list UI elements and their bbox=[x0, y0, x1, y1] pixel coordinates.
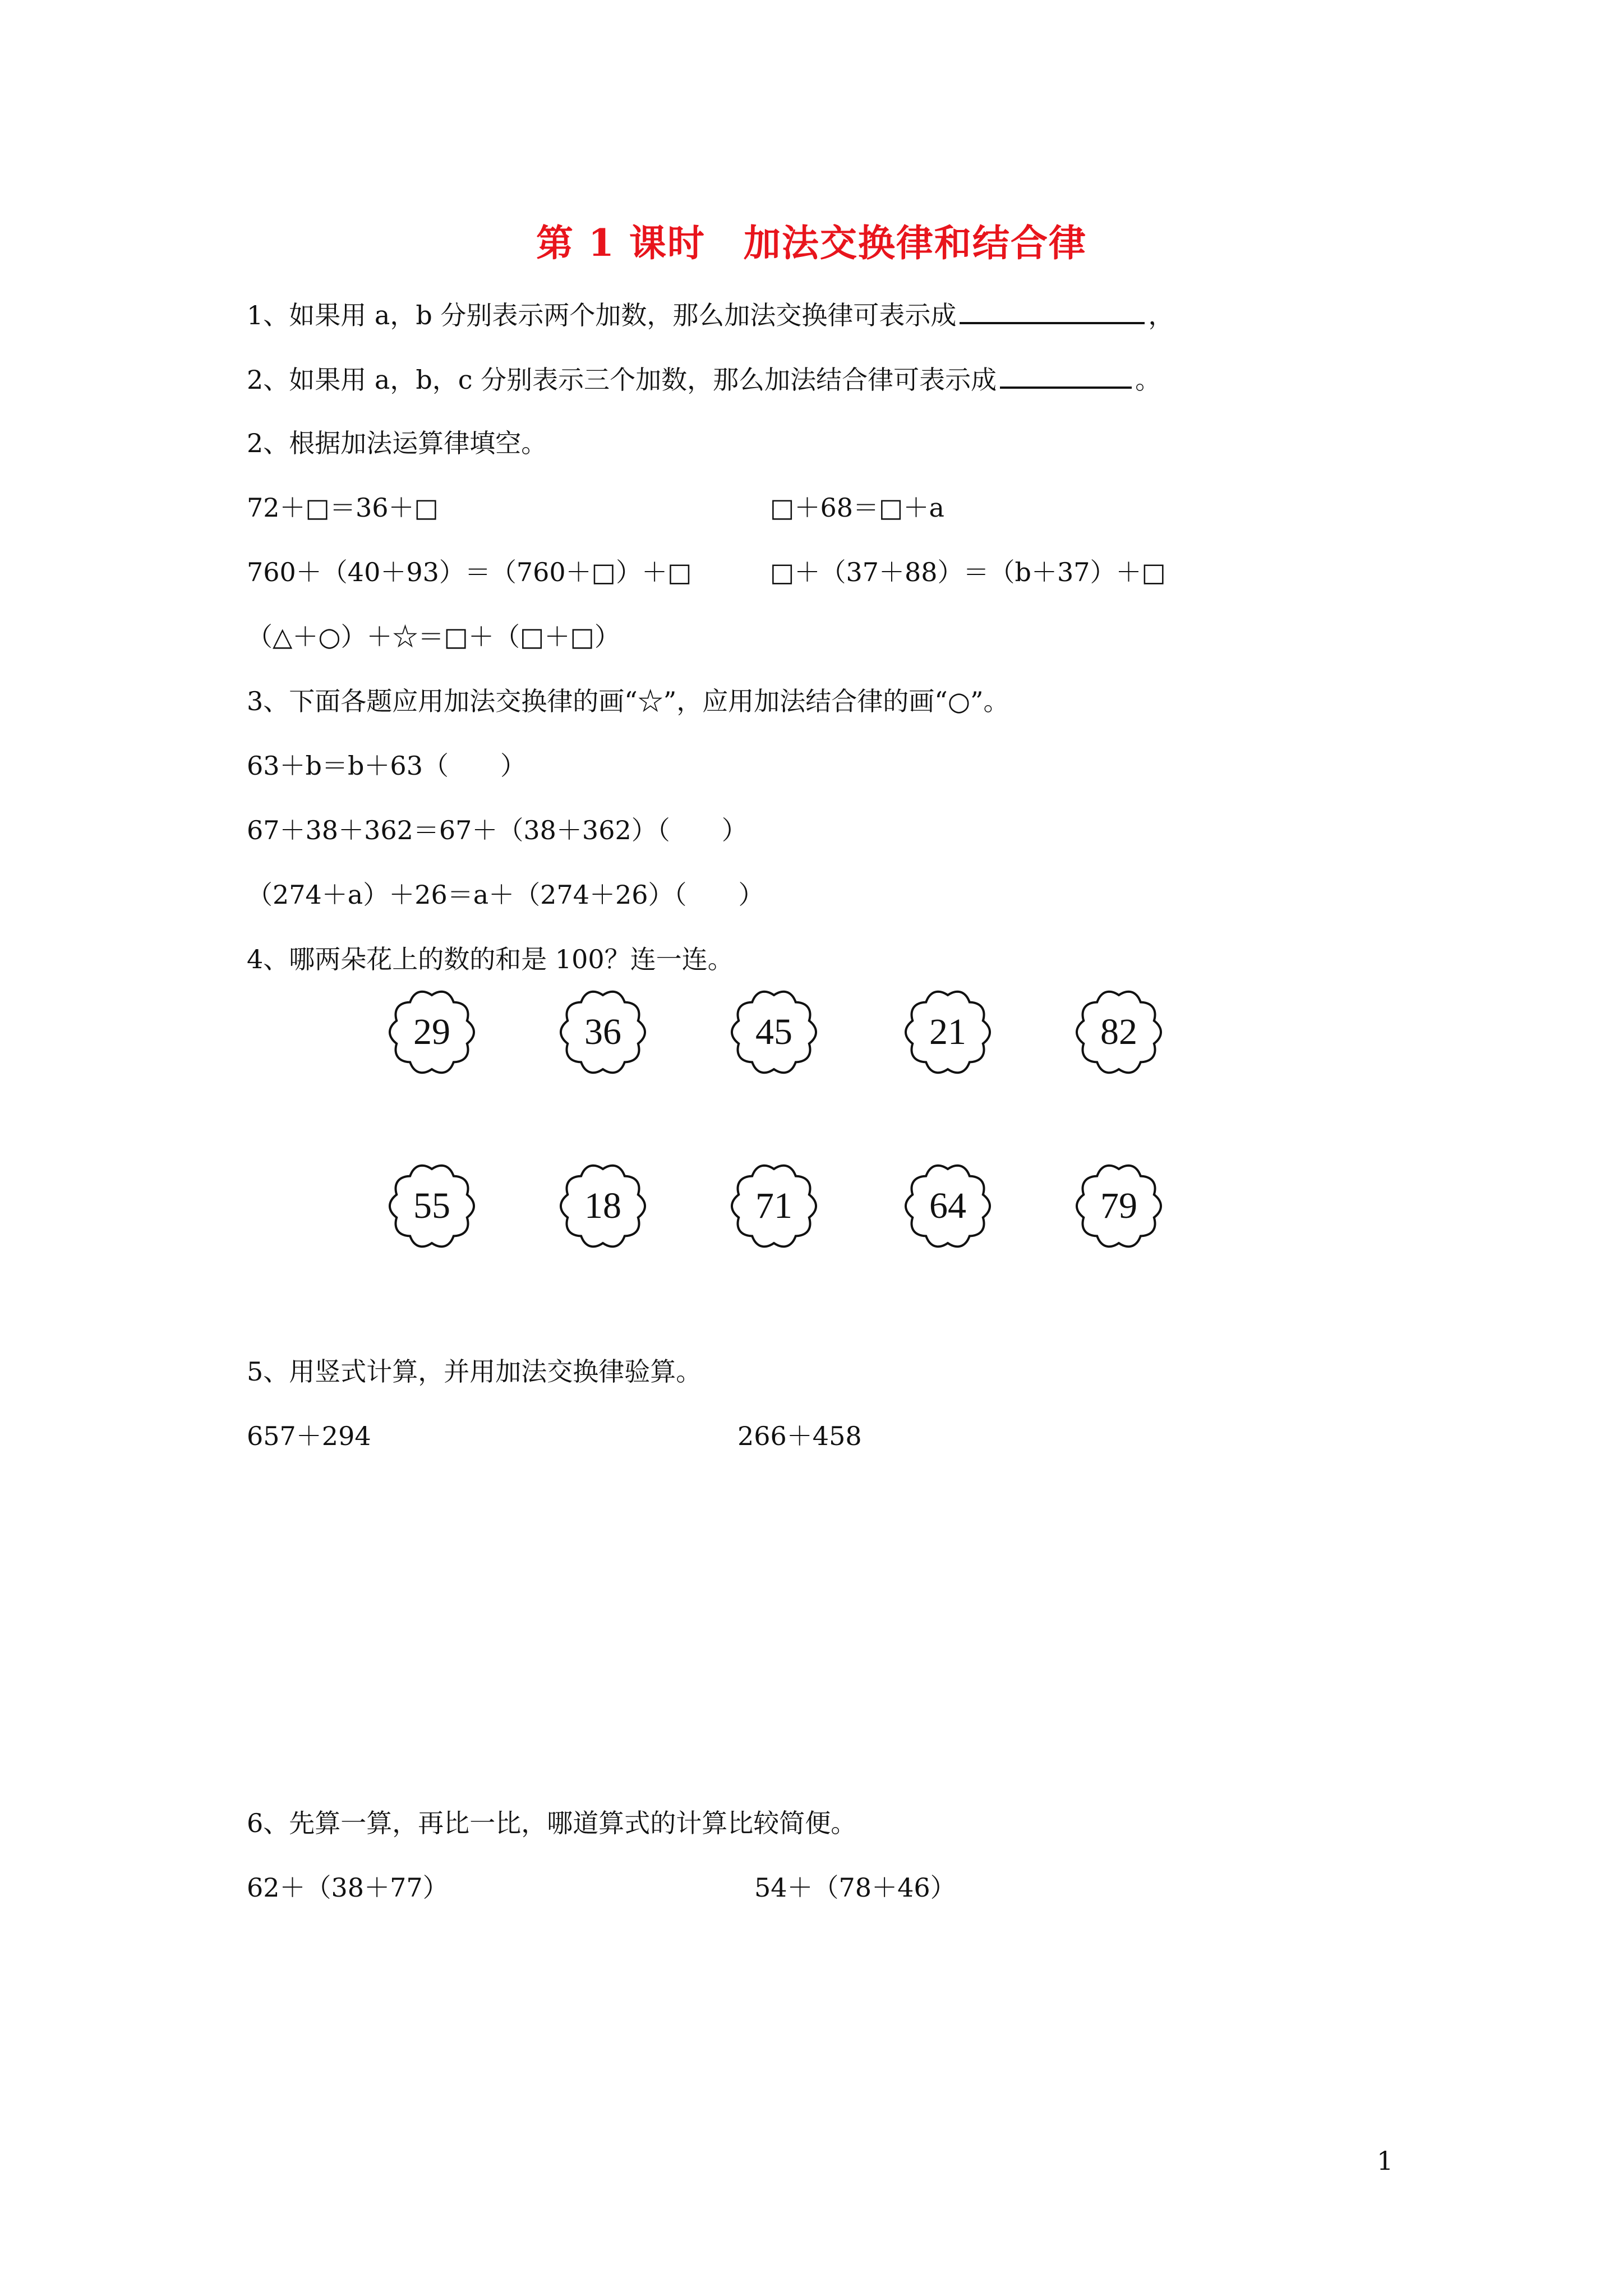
fill-row-3[interactable]: （△＋○）＋☆＝□＋（□＋□） bbox=[247, 622, 620, 652]
flower-number: 71 bbox=[755, 1185, 792, 1226]
flower-number: 36 bbox=[584, 1011, 621, 1052]
question-1-end: ， bbox=[1148, 300, 1174, 330]
question-5-heading: 4、哪两朵花上的数的和是 100？连一连。 bbox=[247, 944, 734, 974]
compare-item-b: 54＋（78＋46） bbox=[754, 1872, 956, 1903]
question-2 bbox=[247, 362, 1161, 397]
question-4-heading: 3、下面各题应用加法交换律的画“☆”，应用加法结合律的画“○”。 bbox=[247, 686, 1009, 716]
fill-row-2b[interactable]: □＋（37＋88）＝（b＋37）＋□ bbox=[770, 557, 1166, 587]
flower-bottom-1[interactable] bbox=[387, 1161, 477, 1251]
question-6-heading: 5、用竖式计算，并用加法交换律验算。 bbox=[247, 1356, 702, 1387]
flower-number: 29 bbox=[413, 1011, 450, 1052]
flower-top-3[interactable] bbox=[729, 987, 819, 1077]
question-7-heading: 6、先算一算，再比一比，哪道算式的计算比较简便。 bbox=[247, 1808, 857, 1838]
page-number: 1 bbox=[1377, 2146, 1394, 2176]
flower-number: 82 bbox=[1100, 1011, 1137, 1052]
flower-top-5[interactable] bbox=[1074, 987, 1164, 1077]
fill-row-2a[interactable]: 760＋（40＋93）＝（760＋□）＋□ bbox=[247, 557, 692, 587]
flower-top-1[interactable] bbox=[387, 987, 477, 1077]
page-title: 第 1 课时 加法交换律和结合律 bbox=[536, 221, 1087, 265]
flower-number: 55 bbox=[413, 1185, 450, 1226]
flower-top-4[interactable] bbox=[903, 987, 993, 1077]
answer-blank-2[interactable] bbox=[1000, 362, 1132, 389]
fill-row-1a[interactable]: 72＋□＝36＋□ bbox=[247, 493, 439, 523]
flower-bottom-2[interactable] bbox=[558, 1161, 648, 1251]
flower-bottom-5[interactable] bbox=[1074, 1161, 1164, 1251]
flower-number: 45 bbox=[755, 1011, 792, 1052]
law-item-1[interactable]: 63＋b＝b＋63（ ） bbox=[247, 751, 526, 781]
law-item-3[interactable]: （274＋a）＋26＝a＋（274＋26）（ ） bbox=[247, 880, 764, 910]
flower-bottom-3[interactable] bbox=[729, 1161, 819, 1251]
flower-number: 18 bbox=[584, 1185, 621, 1226]
compare-item-a: 62＋（38＋77） bbox=[247, 1872, 449, 1903]
flower-top-2[interactable] bbox=[558, 987, 648, 1077]
flower-number: 21 bbox=[929, 1011, 966, 1052]
fill-row-1b[interactable]: □＋68＝□＋a bbox=[770, 493, 944, 523]
calc-item-b: 266＋458 bbox=[737, 1421, 862, 1451]
question-1-text: 1、如果用 a，b 分别表示两个加数，那么加法交换律可表示成 bbox=[247, 300, 957, 330]
question-3-heading: 2、根据加法运算律填空。 bbox=[247, 428, 547, 458]
law-item-2[interactable]: 67＋38＋362＝67＋（38＋362）（ ） bbox=[247, 815, 748, 845]
calc-item-a: 657＋294 bbox=[247, 1421, 371, 1451]
flower-bottom-4[interactable] bbox=[903, 1161, 993, 1251]
flower-number: 79 bbox=[1100, 1185, 1137, 1226]
flower-number: 64 bbox=[929, 1185, 966, 1226]
question-1 bbox=[247, 297, 1174, 332]
question-2-end: 。 bbox=[1135, 365, 1161, 395]
question-2-text: 2、如果用 a，b，c 分别表示三个加数，那么加法结合律可表示成 bbox=[247, 365, 997, 395]
answer-blank-1[interactable] bbox=[960, 297, 1145, 324]
